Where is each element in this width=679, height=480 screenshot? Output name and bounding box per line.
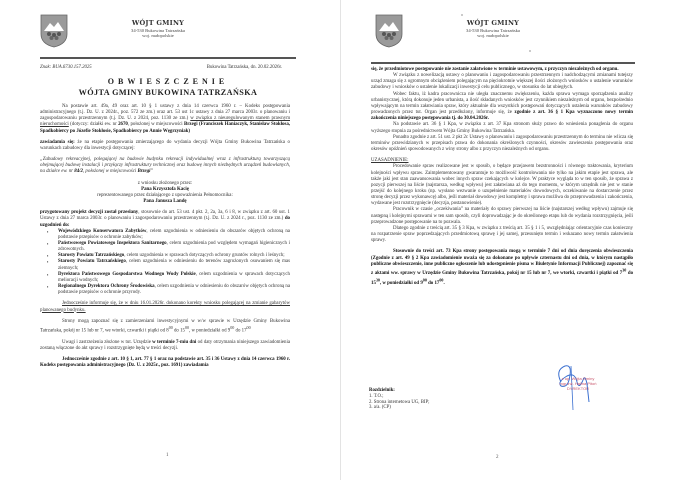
applicant-intro: z wniosku złożonego przez:: [137, 180, 193, 186]
agency-item: ▪ Starosty Powiatu Tatrzańskiego, celem uzgodnienia w sprawach dotyczących ochrony gruntów rolnych i leśnych;: [58, 253, 290, 259]
continuation-paragraph: się, że przedmiotowe postępowanie nie zostanie załatwione w terminie ustawowym, z przyczyn niezależnych od organu.: [371, 67, 619, 72]
document-page-2: [341, 0, 679, 480]
representative-name: Pana Janusza Landę: [143, 199, 187, 205]
letterhead-title: WÓJT GMINY: [466, 19, 520, 27]
agency-item: ▪ Starosty Powiatu Tatrzańskiego, celem uzgodnienia w odniesieniu do terenów zagrożonych osuwaniem się mas ziemnych;: [58, 259, 290, 271]
letterhead-address: 34-530 Bukowina Tatrzańska: [131, 27, 185, 33]
agency-item: ▪ Regionalnego Dyrektora Ochrony Środowiska, celem uzgodnienia w odniesieniu do obszarów objętych ochroną na podstawie przepisów o ochronie przyrody.: [58, 284, 290, 296]
remarks-info: Uwagi i zastrzeżenia złożone w tut. Urzędzie w terminie 7-miu dni od daty otrzymania niniejszego zawiadomienia zostaną włączone do akt sprawy i rozstrzygnięte będą w treści decyzji.: [40, 339, 290, 351]
distribution-title: Rozdzielnik:: [369, 388, 395, 393]
reference-line: [40, 65, 296, 70]
justification-paragraph: Procedowanie spraw realizowane jest w sposób, o będące przejawem bezstronności i równego traktowania, kryterium kolejności wpływu spraw. Zaimplementowany gwarantuje to możliwość kontrolowania nie tylko na jakim etapie jest sprawa, ale także jaki jest stan zaawansowania wobec innych spraw czekających w kolejce. W praktyce wygląda to w ten sposób, że sprawa z pozycji pierwszej na liście (najstarsza, według wpływu) jest załatwiana aż do tego momentu, w którym urzędnik nie jest w stanie przejść do kolejnego kroku (np. wysłano wezwanie o uzupełnienie materiałów dowodowych, oczekiwanie na dostarczenie przez stronę decyzji przez wykonawcę) albo, jeśli materiał dowodowy jest kompletny i sprawa możliwa do przeprowadzenia i zakończenia, wydawane jest rozstrzygnięcie (decyzja, postanowienie).: [371, 164, 633, 207]
justification-paragraph: Dlatego zgodnie z treścią art. 35 § 3 Kpa, w związku z treścią art. 35 § 1 i 5, uwzględniając orientacyjnie czas konieczny na rozpatrzenie spraw poprzedzających przedmiotową sprawę i jej samej, przesunięto termin i wskazano nowy termin załatwienia sprawy.: [371, 225, 633, 244]
justification-heading: UZASADNIENIE:: [371, 158, 409, 164]
scan-speck: [461, 14, 463, 16]
letterhead: [375, 14, 635, 54]
place-date: Bukowina Tatrzańska, dn. 20.02.2026r.: [206, 65, 282, 70]
page-2-body: [371, 67, 633, 287]
agency-item: ▪ Wojewódzkiego Konserwatora Zabytków, celem uzgodnienia w odniesieniu do obszarów objętych ochroną na podstawie przepisów o ochronie zabytków;: [58, 229, 290, 241]
letterhead-region: woj. małopolskie: [477, 32, 509, 38]
letterhead-region: woj. małopolskie: [142, 32, 174, 38]
header-rule: [371, 62, 635, 64]
agency-list: [40, 229, 290, 297]
page-number: 2: [496, 455, 499, 460]
investment-quote: „Zabudowy rekreacyjnej, polegającej na budowie budynku rekreacji indywidualnej wraz z infrastrukturą towarzyszącą obejmującej budowę instalacji i przyłączy infrastruktury technicznej oraz budowę innych niezbędnych urządzeń budowlanych, na działce ew. nr 84/2, położonej w miejscowości Brzegi”: [40, 157, 290, 175]
access-to-files-paragraph: Stosownie do treści art. 73 Kpa strony postępowania mogą w terminie 7 dni od dnia doręczenia obwieszczenia (Zgodnie z art. 49 § 2 Kpa zawiadomienie uważa się za dokonane po upływie czternastu dni od dnia, w którym nastąpiło publiczne obwieszczenie, inne publiczne ogłoszenie lub udostępnienie pisma w Biuletynie Informacji Publicznej) zapoznać się z aktami ww. sprawy w Urzędzie Gminy Bukowina Tatrzańska, pokój nr 15 lub nr 7, we wtorki, czwartki i piątki od $7^{30}$ do $15^{30}$, w poniedziałki od $9^{00}$ do $17^{00}$.: [371, 249, 634, 287]
agency-item: ▪ Dyrektora Państwowego Gospodarstwa Wodnego Wody Polskie, celem uzgodnienia w sprawach dotyczących melioracji wodnych;: [58, 272, 290, 284]
closing-statement: Jednocześnie zgodnie z art. 10 § 1, art. 77 § 1 oraz na podstawie art. 35 i 36 Ustawy z dnia 14 czerwca 1960 r. Kodeks postępowania administracyjnego (Dz. U. z 2025r., poz. 1691) zawiadamia: [40, 356, 290, 369]
access-info: Strony mogą zapoznać się z zamierzeniami inwestycyjnymi w w/w sprawie w Urzędzie Gminy Bukowina Tatrzańska, pokój nr 15 lub nr 7, we wtorki, czwartki i piątki od $8^{00}$ do $15^{00}$, w poniedziałki od $9^{00}$ do $17^{00}$: [40, 318, 290, 334]
paragraph-new-deadline: Wobec faktu, iż kadra pracownicza nie uległa znacznemu zwiększeniu, każda sprawa wymaga sporządzenia analizy urbanistycznej, którą dokonuje jeden urbanista, a ilość składanych wniosków jest czynnikiem niezależnym od organu, bezpośrednio wpływającym na termin załatwiania spraw, który aktualnie dla wszystkich postępowań dotyczących ustalenia warunków zabudowy prowadzonych przez tut. Organ jest przedłużony, informuje się, że zgodnie z art. 36 § 1 Kpa wyznaczono nowy termin zakończenia niniejszego postępowania tj. do 30.04.2026r.: [371, 91, 633, 122]
coat-of-arms-icon: [40, 14, 68, 48]
agency-item: ▪ Państwowego Powiatowego Inspektora Sanitarnego, celem uzgodnienia pod względem wymagań higienicznych i zdrowotnych.: [58, 241, 290, 253]
coat-of-arms-icon: [375, 14, 403, 48]
letterhead-title: WÓJT GMINY: [131, 19, 185, 27]
paragraph-reminder-right: Na podstawie art. 36 § 1 Kpa, w związku z art. 37 Kpa stronom służy prawo do wniesienia ponaglenia do organu wyższego stopnia za pośrednictwem Wójta Gminy Bukowina Tatrzańska.: [371, 122, 633, 134]
distribution-list: [369, 388, 430, 411]
justification-paragraph: Pracownik w czasie „oczekiwania” na materiały do sprawy pierwszej na liście (najstarszej według wpływu) zajmuje się następną i kolejnymi sprawami w ten sam sposób, czyli doprowadzając je do określonego etapu lub do wydania rozstrzygnięcia, jeśli przeprowadzone postępowanie na to pozwala.: [371, 207, 633, 225]
letterhead: [40, 14, 300, 54]
distribution-item: 3. a/a. (CP): [369, 405, 391, 411]
header-rule: [40, 57, 296, 59]
representative-intro: reprezentowanego przez działającego z upoważnienia Pełnomocnika:: [97, 192, 233, 198]
handwritten-signature-icon: [531, 362, 621, 422]
signature-block: [531, 362, 621, 422]
distribution-item: 1. T.O.;: [369, 393, 384, 399]
distribution-item: 2. Strona internetowa UG, BIP;: [369, 399, 430, 405]
paragraph-excluded-periods: Ponadto zgodnie z art. 51 ust. 2 pkt 2c Ustawy o planowaniu i zagospodarowaniu przestrzennym do terminu nie wlicza się terminów przewidzianych w przepisach prawa do dokonania określonych czynności, okresów zawieszenia postępowania oraz okresów opóźnień spowodowanych z winy strony albo z przyczyn niezależnych od organu.: [371, 134, 633, 153]
legal-basis-paragraph: Na postawie art. 49a, 49 oraz art. 10 § 1 ustawy z dnia 14 czerwca 1960 r. – Kodeks postępowania administracyjnego (t.j. Dz. U. z 2024r., poz. 572 ze zm.) oraz art. 53 ust 1c ustawy z dnia 27 marca 2003r. o planowaniu i zagospodarowaniu przestrzennym (t.j. Dz. U. z 2024, poz. 1130 ze zm.) w związku z nieuregulowanym stanem prawnym nieruchomości (dotyczy: działki ew. nr 2670, położonej w miejscowości Brzegi (Franciszek Haniaczyk, Stanisław Stokłosa, Spadkobiercy po Józefie Stokłosie, Spadkobiercy po Annie Węgrzyniak): [40, 104, 290, 134]
notice-paragraph: zawiadamia się: że na etapie postępowania zmierzającego do wydania decyzji Wójta Gminy Bukowina Tatrzańska o warunkach zabudowy dla inwestycji dotyczącej:: [40, 139, 290, 151]
page-number: 1: [166, 453, 169, 458]
official-stamp: z up. Wójta Gminy mgr inż. Halina Pitoń DYREKTOR: [559, 376, 597, 391]
paragraph-workload: W związku z nowelizacją ustawy o planowaniu i zagospodarowaniu przestrzennym i nadchodzącymi zmianami tutejszy urząd zmaga się z ogromnym obciążeniem polegającym na pięciokrotnie większej ilości złożonych wniosków o ustalenie warunków zabudowy i wniosków o ustalenie lokalizacji inwestycji celu publicznego, w stosunku do lat ubiegłych.: [371, 73, 633, 91]
draft-decision-paragraph: przygotowany projekt decyzji został przesłany, stosownie do art. 53 ust. 4 pkt. 2, 2a, 3a, 6 i 8, w związku z art. 60 ust. 1 Ustawy z dnia 27 marca 2003r. o planowaniu i zagospodarowaniu przestrzennym (t.j. Dz. U. z 2024 r., poz. 1130 ze zm.) do uzgodnień do:: [40, 210, 290, 228]
document-title: OBWIESZCZENIE: [107, 77, 229, 86]
document-subtitle: WÓJTA GMINY BUKOWINA TATRZAŃSKA: [78, 88, 258, 97]
page-1-body: [40, 104, 290, 369]
letterhead-address: 34-530 Bukowina Tatrzańska: [466, 27, 520, 33]
applicant-name: Pana Krzysztofa Kacię: [141, 186, 189, 192]
reference-number: Znak: BUA.6730.157.2025: [40, 65, 92, 70]
scan-speck: [529, 50, 531, 52]
correction-info: Jednocześnie informuje się, że w dniu 16.01.2026r. dokonano korekty wniosku polegającej na zmianie gabarytów planowanego budynku.: [40, 301, 290, 313]
